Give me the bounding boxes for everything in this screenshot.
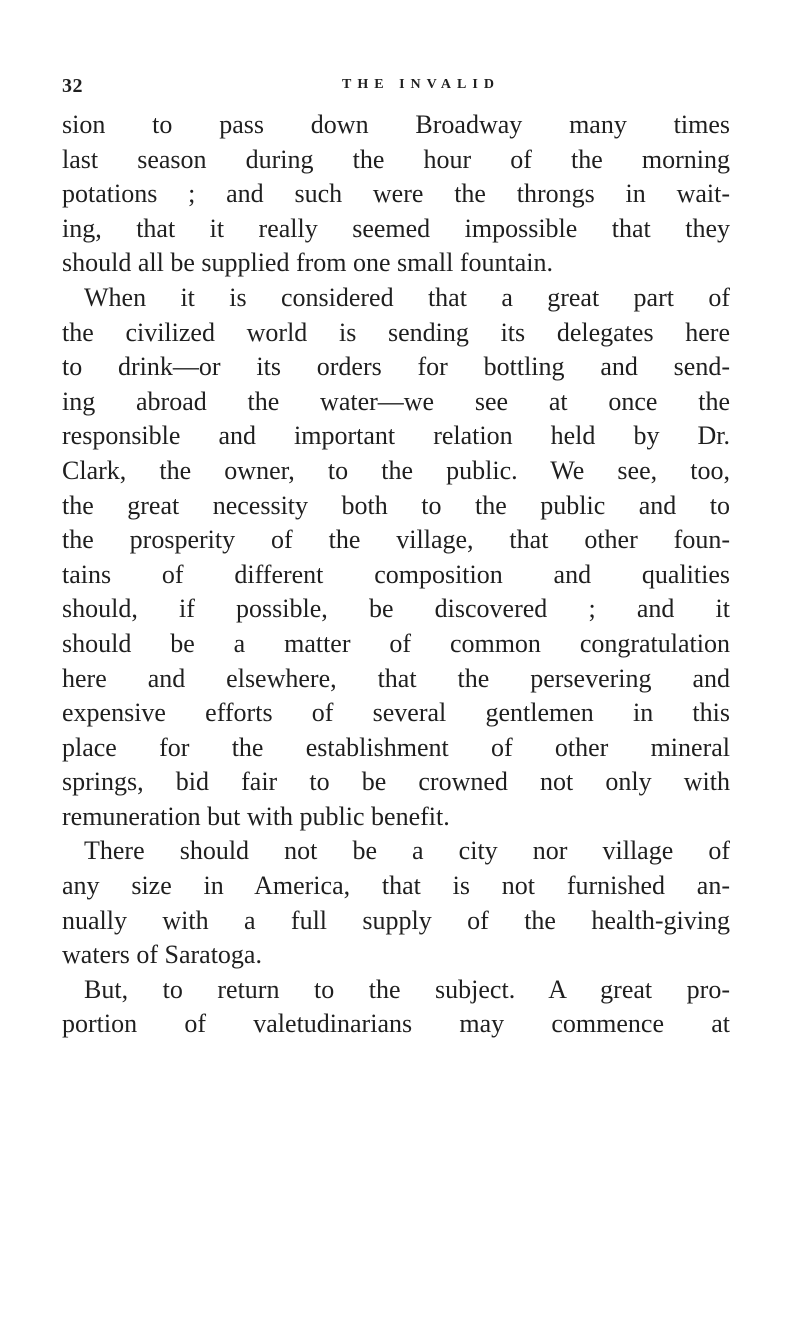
text-line: to drink—or its orders for bottling and send- (62, 352, 730, 382)
paragraph-start-line: There should not be a city nor village of (84, 836, 730, 866)
body-text (62, 108, 730, 1042)
text-line: ing, that it really seemed impossible that they (62, 213, 730, 243)
text-line: any size in America, that is not furnished an- (62, 871, 730, 901)
text-line: remuneration but with public benefit. (62, 801, 450, 831)
paragraph-start-line: When it is considered that a great part of (84, 282, 730, 312)
text-line: last season during the hour of the morning (62, 144, 730, 174)
text-line: here and elsewhere, that the persevering and (62, 663, 730, 693)
text-line: sion to pass down Broadway many times (62, 110, 730, 139)
text-line: the civilized world is sending its delegates here (62, 317, 730, 347)
text-line: springs, bid fair to be crowned not only with (62, 767, 730, 797)
text-line: responsible and important relation held by Dr. (62, 421, 730, 451)
text-line: potations ; and such were the throngs in wait- (62, 179, 730, 209)
paragraph-start-line: But, to return to the subject. A great pro- (84, 974, 730, 1004)
text-line: portion of valetudinarians may commence at (62, 1009, 730, 1039)
page-number: 32 (62, 75, 83, 97)
text-line: should all be supplied from one small fountain. (62, 248, 554, 278)
text-line: waters of Saratoga. (62, 940, 262, 970)
text-line: place for the establishment of other mineral (62, 732, 730, 762)
text-line: should be a matter of common congratulation (62, 628, 730, 658)
text-line: the great necessity both to the public and to (62, 490, 730, 520)
text-line: Clark, the owner, to the public. We see, too, (62, 455, 730, 485)
text-line: ing abroad the water—we see at once the (62, 386, 730, 416)
text-line: should, if possible, be discovered ; and it (62, 594, 730, 624)
text-line: nually with a full supply of the health-giving (62, 905, 730, 935)
text-line: tains of different composition and qualities (62, 559, 730, 589)
running-title: THE INVALID (342, 77, 500, 92)
text-line: expensive efforts of several gentlemen in this (62, 698, 730, 728)
text-line: the prosperity of the village, that other foun- (62, 525, 730, 555)
running-head (62, 75, 722, 99)
